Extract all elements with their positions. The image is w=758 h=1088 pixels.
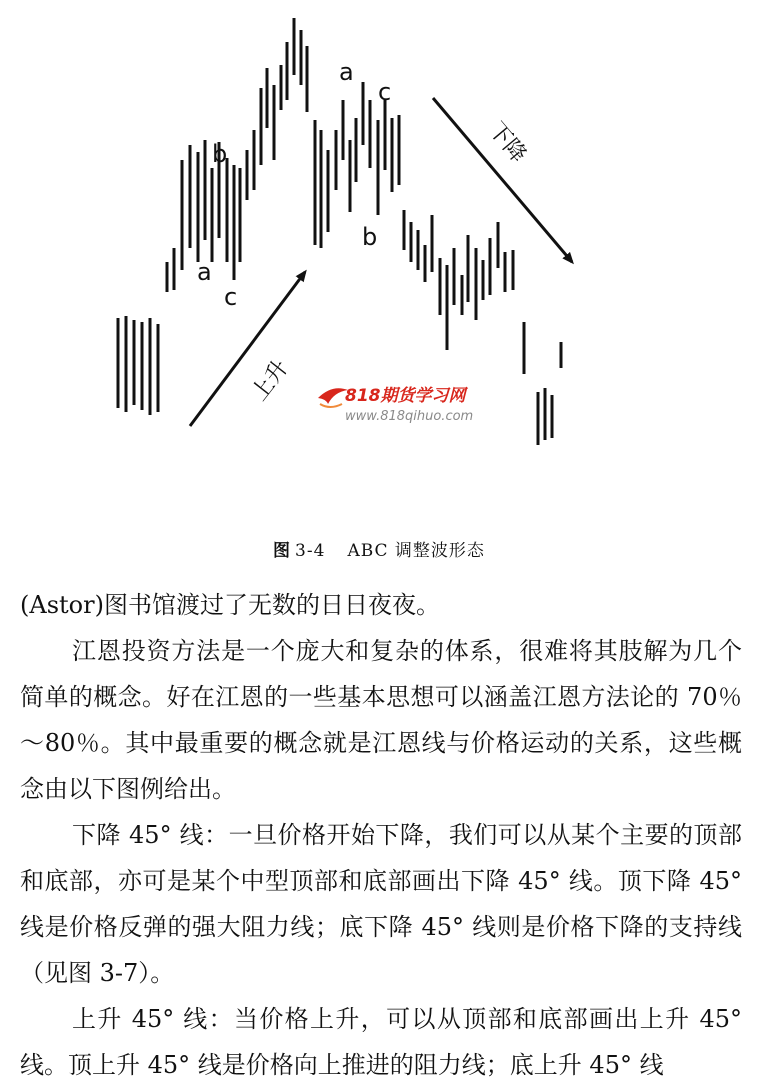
wave-label-a-top: a xyxy=(339,58,354,86)
wave-label-a-left: a xyxy=(197,258,212,286)
wave-label-c-left: c xyxy=(224,283,238,311)
watermark-logo-icon xyxy=(318,388,348,404)
wave-label-c-top: c xyxy=(378,78,392,106)
caption-number: 3-4 xyxy=(295,541,326,561)
watermark-url: www.818qihuo.com xyxy=(345,409,474,424)
abc-correction-figure xyxy=(0,0,758,520)
figure-caption xyxy=(0,536,758,561)
paragraph-2: 江恩投资方法是一个庞大和复杂的体系，很难将其肢解为几个简单的概念。好在江恩的一些基本思想可以涵盖江恩方法论的 70％～80％。其中最重要的概念就是江恩线与价格运动的关系，这些概念由以下图例给出。 xyxy=(20,637,742,803)
body-text xyxy=(20,582,742,1088)
wave-label-b-left: b xyxy=(212,140,228,168)
paragraph-4: 上升 45° 线：当价格上升，可以从顶部和底部画出上升 45° 线。顶上升 45° 线是价格向上推进的阻力线；底上升 45° 线 xyxy=(20,1005,742,1079)
downtrend-label: 下降 xyxy=(483,117,531,168)
uptrend-label: 上升 xyxy=(247,355,294,406)
watermark-title: 818期货学习网 xyxy=(345,386,466,406)
price-bar-chart xyxy=(0,0,758,520)
uptrend-arrow-icon xyxy=(190,272,305,426)
caption-label: 图 xyxy=(273,541,292,561)
wave-label-b-right: b xyxy=(362,223,378,251)
caption-text: ABC 调整波形态 xyxy=(347,541,485,561)
paragraph-3: 下降 45° 线：一旦价格开始下降，我们可以从某个主要的顶部和底部，亦可是某个中型顶部和底部画出下降 45° 线。顶下降 45° 线是价格反弹的强大阻力线；底下降 45° 线则是价格下降的支持线（见图 3-7）。 xyxy=(20,821,742,987)
paragraph-1: (Astor)图书馆渡过了无数的日日夜夜。 xyxy=(20,591,440,619)
watermark xyxy=(318,386,473,424)
